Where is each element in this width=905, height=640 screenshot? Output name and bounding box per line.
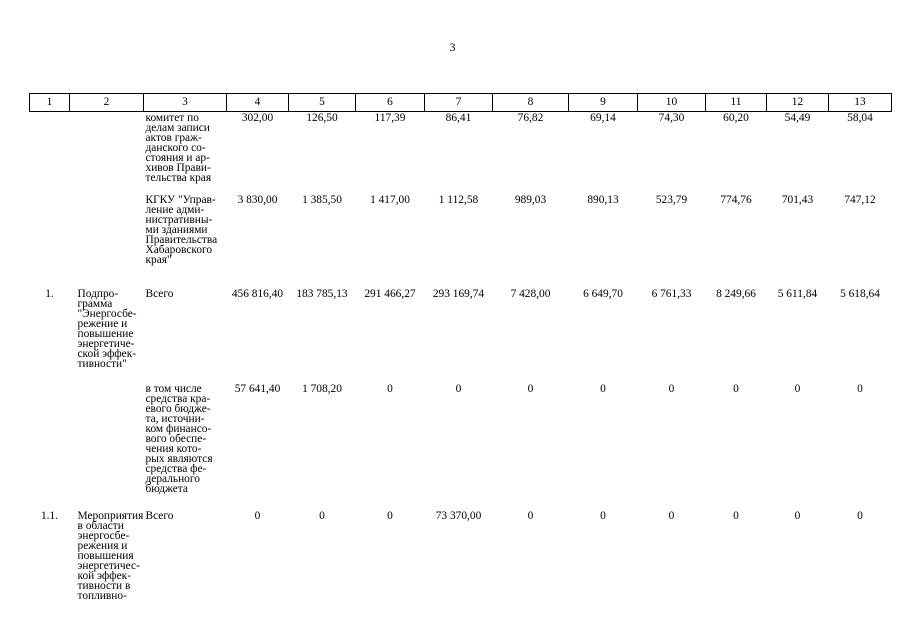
value-cell: 0 (455, 382, 462, 395)
value-cell: 74,30 (658, 112, 685, 124)
value-cell: 54,49 (784, 112, 811, 124)
funding-source: Всего (145, 509, 174, 522)
table-row (30, 383, 892, 510)
value-cell: 183 785,13 (296, 287, 348, 300)
table-row (30, 510, 892, 610)
value-cell: 126,50 (306, 112, 338, 124)
value-cell: 1 112,58 (438, 193, 479, 206)
row-name: Мероприятия в области энергосбе- режения и повышения энергетичес- кой эффек- тивности в топливно- (77, 509, 144, 602)
value-cell: 890,13 (587, 193, 619, 206)
page-number: 3 (449, 40, 456, 54)
value-cell: 0 (254, 509, 261, 522)
value-cell: 117,39 (374, 112, 406, 124)
value-cell: 0 (857, 382, 863, 395)
value-cell: 0 (794, 382, 801, 395)
value-cell: 8 249,66 (716, 287, 756, 300)
row-name: Подпро- грамма "Энергосбе- режение и повышение энергетиче- ской эффек- тивности" (77, 287, 137, 370)
header-cell: 4 (227, 94, 289, 112)
value-cell: 5 611,84 (777, 287, 818, 300)
value-cell: 0 (600, 509, 606, 522)
value-cell: 0 (527, 382, 534, 395)
value-cell: 774,76 (720, 193, 752, 206)
value-cell: 291 466,27 (364, 287, 416, 300)
value-cell: 456 816,40 (231, 287, 284, 300)
header-cell: 13 (829, 94, 892, 112)
value-cell: 5 618,64 (840, 287, 880, 300)
header-cell: 1 (30, 94, 70, 112)
value-cell: 302,00 (241, 112, 274, 124)
value-cell: 1 385,50 (302, 193, 342, 206)
value-cell: 0 (527, 509, 534, 522)
funding-source: комитет по делам записи актов граж- данского со- стояния и ар- хивов Прави- тельства края (145, 112, 212, 184)
table-row (30, 194, 892, 288)
value-cell: 989,03 (514, 193, 547, 206)
header-cell: 5 (289, 94, 356, 112)
header-cell: 12 (767, 94, 829, 112)
value-cell: 0 (387, 382, 393, 395)
value-cell: 60,20 (723, 112, 749, 124)
value-cell: 7 428,00 (510, 287, 551, 300)
value-cell: 0 (600, 382, 606, 395)
row-number: 1.1. (40, 509, 59, 522)
header-row (30, 94, 892, 112)
header-cell: 8 (493, 94, 569, 112)
row-number (30, 112, 70, 194)
value-cell: 57 641,40 (234, 382, 281, 395)
value-cell: 0 (733, 509, 739, 522)
value-cell: 6 761,33 (651, 287, 692, 300)
value-cell: 86,41 (445, 112, 472, 124)
header-cell: 7 (425, 94, 493, 112)
value-cell: 0 (794, 509, 801, 522)
row-number (30, 383, 70, 510)
funding-source: в том числе средства кра- евого бюдже- та, источни- ком финансо- вого обеспе- чения кото- рых являются средства фе- дерального бюджета (145, 382, 213, 495)
value-cell: 1 708,20 (302, 382, 342, 395)
table-row (30, 112, 892, 194)
value-cell: 523,79 (655, 193, 688, 206)
value-cell: 0 (733, 382, 739, 395)
value-cell: 0 (319, 509, 325, 522)
value-cell: 0 (668, 382, 675, 395)
header-cell: 11 (706, 94, 767, 112)
header-cell: 9 (569, 94, 638, 112)
value-cell: 1 417,00 (370, 193, 410, 206)
header-cell: 6 (356, 94, 425, 112)
row-number: 1. (45, 287, 54, 300)
header-cell: 3 (144, 94, 227, 112)
value-cell: 58,04 (847, 112, 873, 124)
value-cell: 0 (857, 509, 863, 522)
value-cell: 0 (387, 509, 393, 522)
value-cell: 76,82 (517, 112, 544, 124)
row-number (30, 194, 70, 288)
table-row (30, 288, 892, 383)
value-cell: 73 370,00 (435, 509, 482, 522)
header-cell: 2 (70, 94, 144, 112)
value-cell: 6 649,70 (583, 287, 623, 300)
value-cell: 293 169,74 (432, 287, 485, 300)
header-cell: 10 (638, 94, 706, 112)
value-cell: 747,12 (844, 193, 876, 206)
budget-table (29, 93, 892, 610)
value-cell: 701,43 (781, 193, 814, 206)
value-cell: 0 (668, 509, 675, 522)
value-cell: 69,14 (590, 112, 616, 124)
value-cell: 3 830,00 (237, 193, 278, 206)
funding-source: КГКУ "Управ- ление адми- нистративны- ми зданиями Правительства Хабаровского края" (145, 193, 218, 266)
funding-source: Всего (145, 287, 174, 300)
